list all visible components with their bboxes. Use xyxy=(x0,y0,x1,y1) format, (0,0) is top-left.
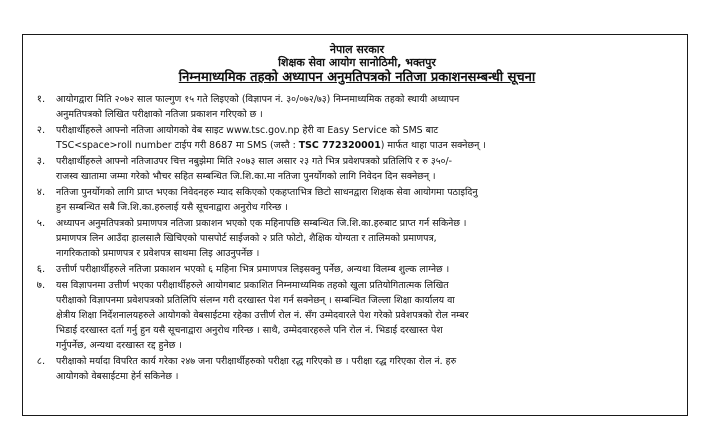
notice-item-2 xyxy=(30,123,680,153)
item-text-line: गर्नुपर्नेछ, अन्यथा दरखास्त रद्द हुनेछ । xyxy=(56,340,182,351)
item-text-line-sms xyxy=(56,138,680,153)
sms-instruction-text: TSC<space>roll number टाईप गरी 8687 मा SMS (जस्तै : xyxy=(56,140,299,151)
item-number: ५. xyxy=(36,218,46,229)
item-number: ३. xyxy=(36,156,46,167)
item-number: ७. xyxy=(36,280,46,291)
notice-item-7 xyxy=(30,278,680,353)
item-text-line: अध्यापन अनुमतिपत्रको प्रमाणपत्र नतिजा प्रकाशन भएको एक महिनापछि सम्बन्धित जि.शि.का.हरुबाट प्राप्त गर्न सकिनेछ । xyxy=(56,218,467,229)
item-text-line: परीक्षाको विज्ञापनमा प्रवेशपत्रको प्रतिलिपि संलग्न गरी दरखास्त पेश गर्न सक्नेछन् । सम्बन्धित जिल्ला शिक्षा कार्यालय वा xyxy=(56,295,455,306)
notice-title: निम्नमाध्यमिक तहको अध्यापन अनुमतिपत्रको नतिजा प्रकाशनसम्बन्धी सूचना xyxy=(178,70,536,85)
item-text-line: नतिजा पुनर्योगको लागि प्राप्त भएका निवेदनहरु म्याद सकिएको एकहप्ताभित्र छिटो साधनद्वारा शिक्षक सेवा आयोगमा पठाइदिनु xyxy=(56,187,478,198)
item-text-line: हुन सम्बन्धित सबै जि.शि.का.हरुलाई यसै सूचनाद्वारा अनुरोध गरिन्छ । xyxy=(56,202,288,213)
item-text-line: प्रमाणपत्र लिन आउँदा हालसालै खिचिएको पासपोर्ट साईजको २ प्रति फोटो, शैक्षिक योग्यता र तालिमको प्रमाणपत्र, xyxy=(56,233,437,244)
commission-name: शिक्षक सेवा आयोग सानोठिमी, भक्तपुर xyxy=(278,56,436,69)
item-text-line: अनुमतिपत्रको लिखित परीक्षाको नतिजा प्रकाशन गरिएको छ । xyxy=(56,109,263,120)
notice-item-3 xyxy=(30,154,680,184)
notice-items xyxy=(30,92,680,385)
item-text-line: आयोगद्वारा मिति २०७२ साल फाल्गुण १५ गते लिइएको (विज्ञापन नं. ३०/०७२/७३) निम्नमाध्यमिक तहको स्थायी अध्यापन xyxy=(56,94,460,105)
item-text-line: नागरिकताको प्रमाणपत्र र प्रवेशपत्र साथमा लिइ आउनुपर्नेछ । xyxy=(56,248,260,259)
notice-item-8 xyxy=(30,354,680,384)
item-text-line: क्षेत्रीय शिक्षा निर्देशनालयहरुले आयोगको वेबसाईटमा रहेका उत्तीर्ण रोल नं. सँग उम्मेदवारले पेश गरेको प्रवेशपत्रको रोल नम्बर xyxy=(56,310,469,321)
item-text-line: परीक्षार्थीहरुले आफ्नो नतिजाउपर चित्त नबुझेमा मिति २०७३ साल असार २३ गते भित्र प्रवेशपत्रको प्रतिलिपि र रु ३५०/- xyxy=(56,156,452,167)
sms-example-code: TSC 772320001 xyxy=(298,140,381,151)
item-number: १. xyxy=(36,94,46,105)
notice-item-5 xyxy=(30,216,680,261)
notice-item-1 xyxy=(30,92,680,122)
notice-item-4 xyxy=(30,185,680,215)
sms-instruction-tail: ) मार्फत थाहा पाउन सक्नेछन् । xyxy=(380,140,486,151)
item-text-line: राजस्व खातामा जम्मा गरेको भौचर सहित सम्बन्धित जि.शि.का.मा नतिजा पुनर्योगको लागि निवेदन दिन सक्नेछन् । xyxy=(56,171,436,182)
item-number: २. xyxy=(36,125,46,136)
government-name: नेपाल सरकार xyxy=(329,43,385,56)
item-text-line: परीक्षार्थीहरुले आफ्नो नतिजा आयोगको वेब साइट www.tsc.gov.np हेरी वा Easy Service को SMS बाट xyxy=(56,125,439,136)
item-number: ८. xyxy=(36,356,46,367)
item-text-line: परीक्षाको मर्यादा विपरित कार्य गरेका २४७ जना परीक्षार्थीहरुको परीक्षा रद्ध गरिएको छ । परीक्षा रद्ध गरिएका रोल नं. हरु xyxy=(56,356,457,367)
item-text-line: उत्तीर्ण परीक्षार्थीहरुले नतिजा प्रकाशन भएको ६ महिना भित्र प्रमाणपत्र लिइसक्नु पर्नेछ, अन्यथा विलम्ब शुल्क लाग्नेछ । xyxy=(56,264,450,275)
item-text-line: भिडाई दरखास्त दर्ता गर्नु हुन यसै सूचनाद्वारा अनुरोध गरिन्छ । साथै, उम्मेदवारहरुले पनि रोल नं. भिडाई दरखास्त पेश xyxy=(56,325,443,336)
item-number: ६. xyxy=(36,264,46,275)
item-text-line: यस विज्ञापनमा उत्तीर्ण भएका परीक्षार्थीहरुले आयोगबाट प्रकाशित निम्नमाध्यमिक तहको खुला प्रतियोगितात्मक लिखित xyxy=(56,280,449,291)
item-text-line: आयोगको वेबसाईटमा हेर्न सकिनेछ । xyxy=(56,371,179,382)
notice-item-6 xyxy=(30,262,680,277)
item-number: ४. xyxy=(36,187,46,198)
